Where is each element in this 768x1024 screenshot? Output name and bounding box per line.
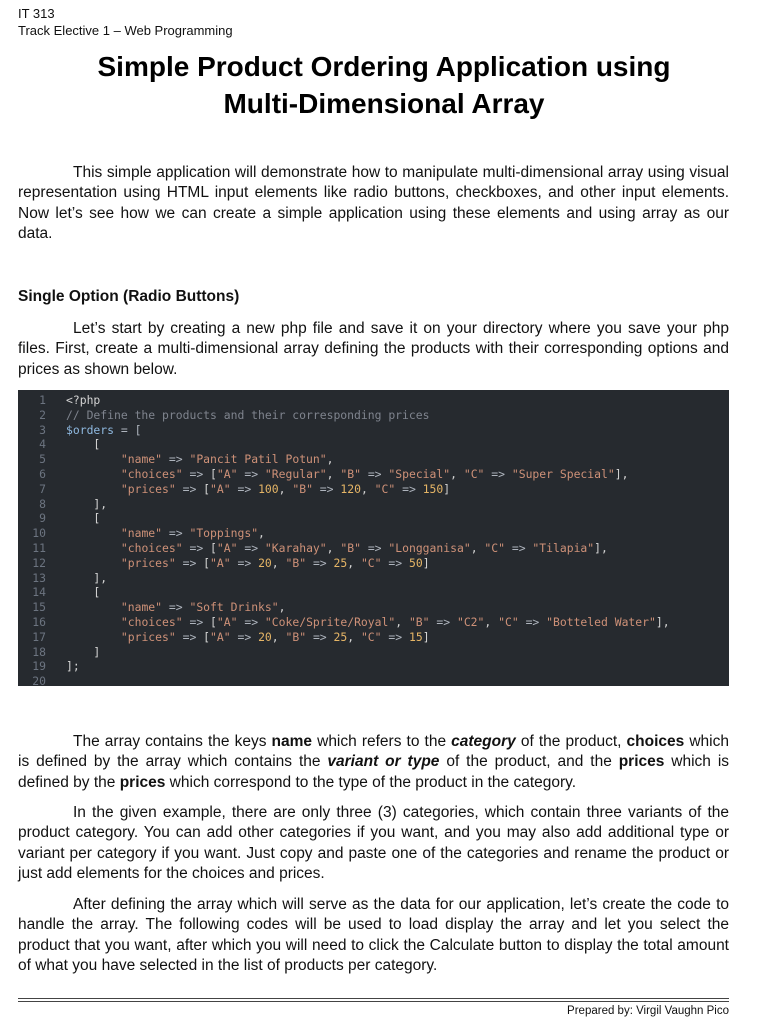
- keyword-prices-2: prices: [119, 773, 166, 791]
- code-line-number: 8: [39, 496, 46, 511]
- code-block: [18, 390, 729, 689]
- code-line-number: 4: [39, 437, 46, 452]
- keyword-choices: choices: [626, 733, 685, 750]
- code-line-text: "prices" => ["A" => 20, "B" => 25, "C" => 50]: [120, 555, 430, 570]
- code-line-number: 6: [39, 467, 46, 481]
- code-line-text: // Define the products and their corresponding prices: [66, 407, 430, 422]
- keyword-prices: prices: [618, 753, 665, 771]
- code-line-number: 12: [32, 555, 46, 570]
- code-line-text: [: [66, 585, 101, 600]
- code-line-number: 16: [32, 615, 46, 629]
- start-paragraph: Let’s start by creating a new php file and save it on your directory where you save your php files. First, create a multi-dimensional array defining the products with their corresponding options and prices as shown below.: [18, 320, 729, 378]
- array-paragraph: The array contains the keys name which refers to the category of the product, choices which is defined by the array which contains the variant or type of the product, and the prices which is defined by the prices which correspond to the type of the product in the category.: [18, 733, 730, 791]
- code-line: [18, 541, 729, 556]
- code-line-text: ]: [66, 644, 101, 659]
- code-line-text: "name" => "Soft Drinks",: [120, 600, 286, 615]
- code-line: [18, 556, 729, 571]
- document-header: [18, 5, 233, 39]
- page-title: [0, 48, 768, 122]
- code-line: [18, 423, 729, 438]
- code-line: [18, 526, 729, 541]
- code-line-number: 1: [39, 393, 46, 407]
- code-line: [18, 585, 729, 600]
- intro-paragraph: This simple application will demonstrate how to manipulate multi-dimensional array using visual representation using HTML input elements like radio buttons, checkboxes, and other input elements. Now let’s see how we can create a simple application using these elements and using array as our data.: [18, 164, 729, 243]
- code-line: [18, 482, 729, 497]
- after-paragraph: After defining the array which will serve as the data for our application, let’s create the code to handle the array. The following codes will be used to load display the array and let you select the product that you want, after which you will need to click the Calculate button to display the total amount of what you have selected in the list of products per category.: [18, 896, 729, 975]
- code-line-number: 15: [32, 600, 46, 615]
- code-line-text: "choices" => ["A" => "Coke/Sprite/Royal", "B" => "C2", "C" => "Botteled Water"],: [120, 615, 670, 629]
- example-paragraph: In the given example, there are only three (3) categories, which contain three variants of the product category. You can add other categories if you want, and you may also add additional type or variant per category if you want. Just copy and paste one of the categories and rename the product or just add elements for the choices and prices.: [18, 804, 729, 883]
- code-line-number: 19: [32, 659, 46, 674]
- code-line-text: "choices" => ["A" => "Karahay", "B" => "Longganisa", "C" => "Tilapia"],: [120, 541, 608, 555]
- code-line-text: [: [66, 437, 101, 452]
- code-line-text: ];: [66, 659, 80, 674]
- code-line-number: 20: [32, 674, 46, 689]
- code-line-text: ],: [66, 570, 108, 585]
- code-line-number: 7: [39, 481, 46, 496]
- course-subject: Track Elective 1 – Web Programming: [18, 23, 233, 38]
- keyword-variant: variant or type: [327, 753, 440, 771]
- code-line-number: 11: [32, 541, 46, 555]
- code-line: [18, 615, 729, 630]
- section-heading: Single Option (Radio Buttons): [18, 288, 240, 305]
- code-line: [18, 452, 729, 467]
- code-line: [18, 437, 729, 452]
- code-line: [18, 600, 729, 615]
- code-line: [18, 630, 729, 645]
- code-line-text: "choices" => ["A" => "Regular", "B" => "Special", "C" => "Super Special"],: [120, 467, 629, 481]
- code-line-number: 10: [32, 526, 46, 541]
- code-line-text: "name" => "Toppings",: [120, 526, 265, 541]
- code-line-number: 5: [39, 452, 46, 467]
- footer-divider-2: [18, 1001, 729, 1002]
- code-line: [18, 659, 729, 674]
- code-line-number: 2: [39, 407, 46, 422]
- code-line-text: $orders = [: [66, 422, 142, 437]
- course-code: IT 313: [18, 6, 55, 21]
- code-line: [18, 645, 729, 660]
- code-line: [18, 511, 729, 526]
- code-line-number: 9: [39, 511, 46, 526]
- code-line-number: 18: [32, 644, 46, 659]
- code-line: [18, 408, 729, 423]
- code-line-text: "prices" => ["A" => 20, "B" => 25, "C" => 15]: [120, 629, 430, 644]
- code-line-text: [: [66, 511, 101, 526]
- code-line-text: "prices" => ["A" => 100, "B" => 120, "C" => 150]: [120, 481, 451, 496]
- code-line-text: "name" => "Pancit Patil Potun",: [120, 452, 334, 467]
- code-line-number: 3: [39, 422, 46, 437]
- footer-credit: Prepared by: Virgil Vaughn Pico: [567, 1005, 729, 1017]
- code-line-text: <?php: [66, 393, 101, 407]
- keyword-name: name: [271, 733, 313, 750]
- code-line-number: 17: [32, 629, 46, 644]
- code-line: [18, 571, 729, 586]
- code-line-number: 13: [32, 570, 46, 585]
- title-line-2: Multi-Dimensional Array: [223, 88, 545, 119]
- code-line-number: 14: [32, 585, 46, 600]
- code-line: [18, 674, 729, 689]
- code-line-text: ],: [66, 496, 108, 511]
- code-line: [18, 393, 729, 408]
- keyword-category: category: [451, 733, 516, 750]
- code-line: [18, 467, 729, 482]
- footer-divider: [18, 998, 729, 999]
- code-line: [18, 497, 729, 512]
- title-line-1: Simple Product Ordering Application using: [97, 51, 671, 82]
